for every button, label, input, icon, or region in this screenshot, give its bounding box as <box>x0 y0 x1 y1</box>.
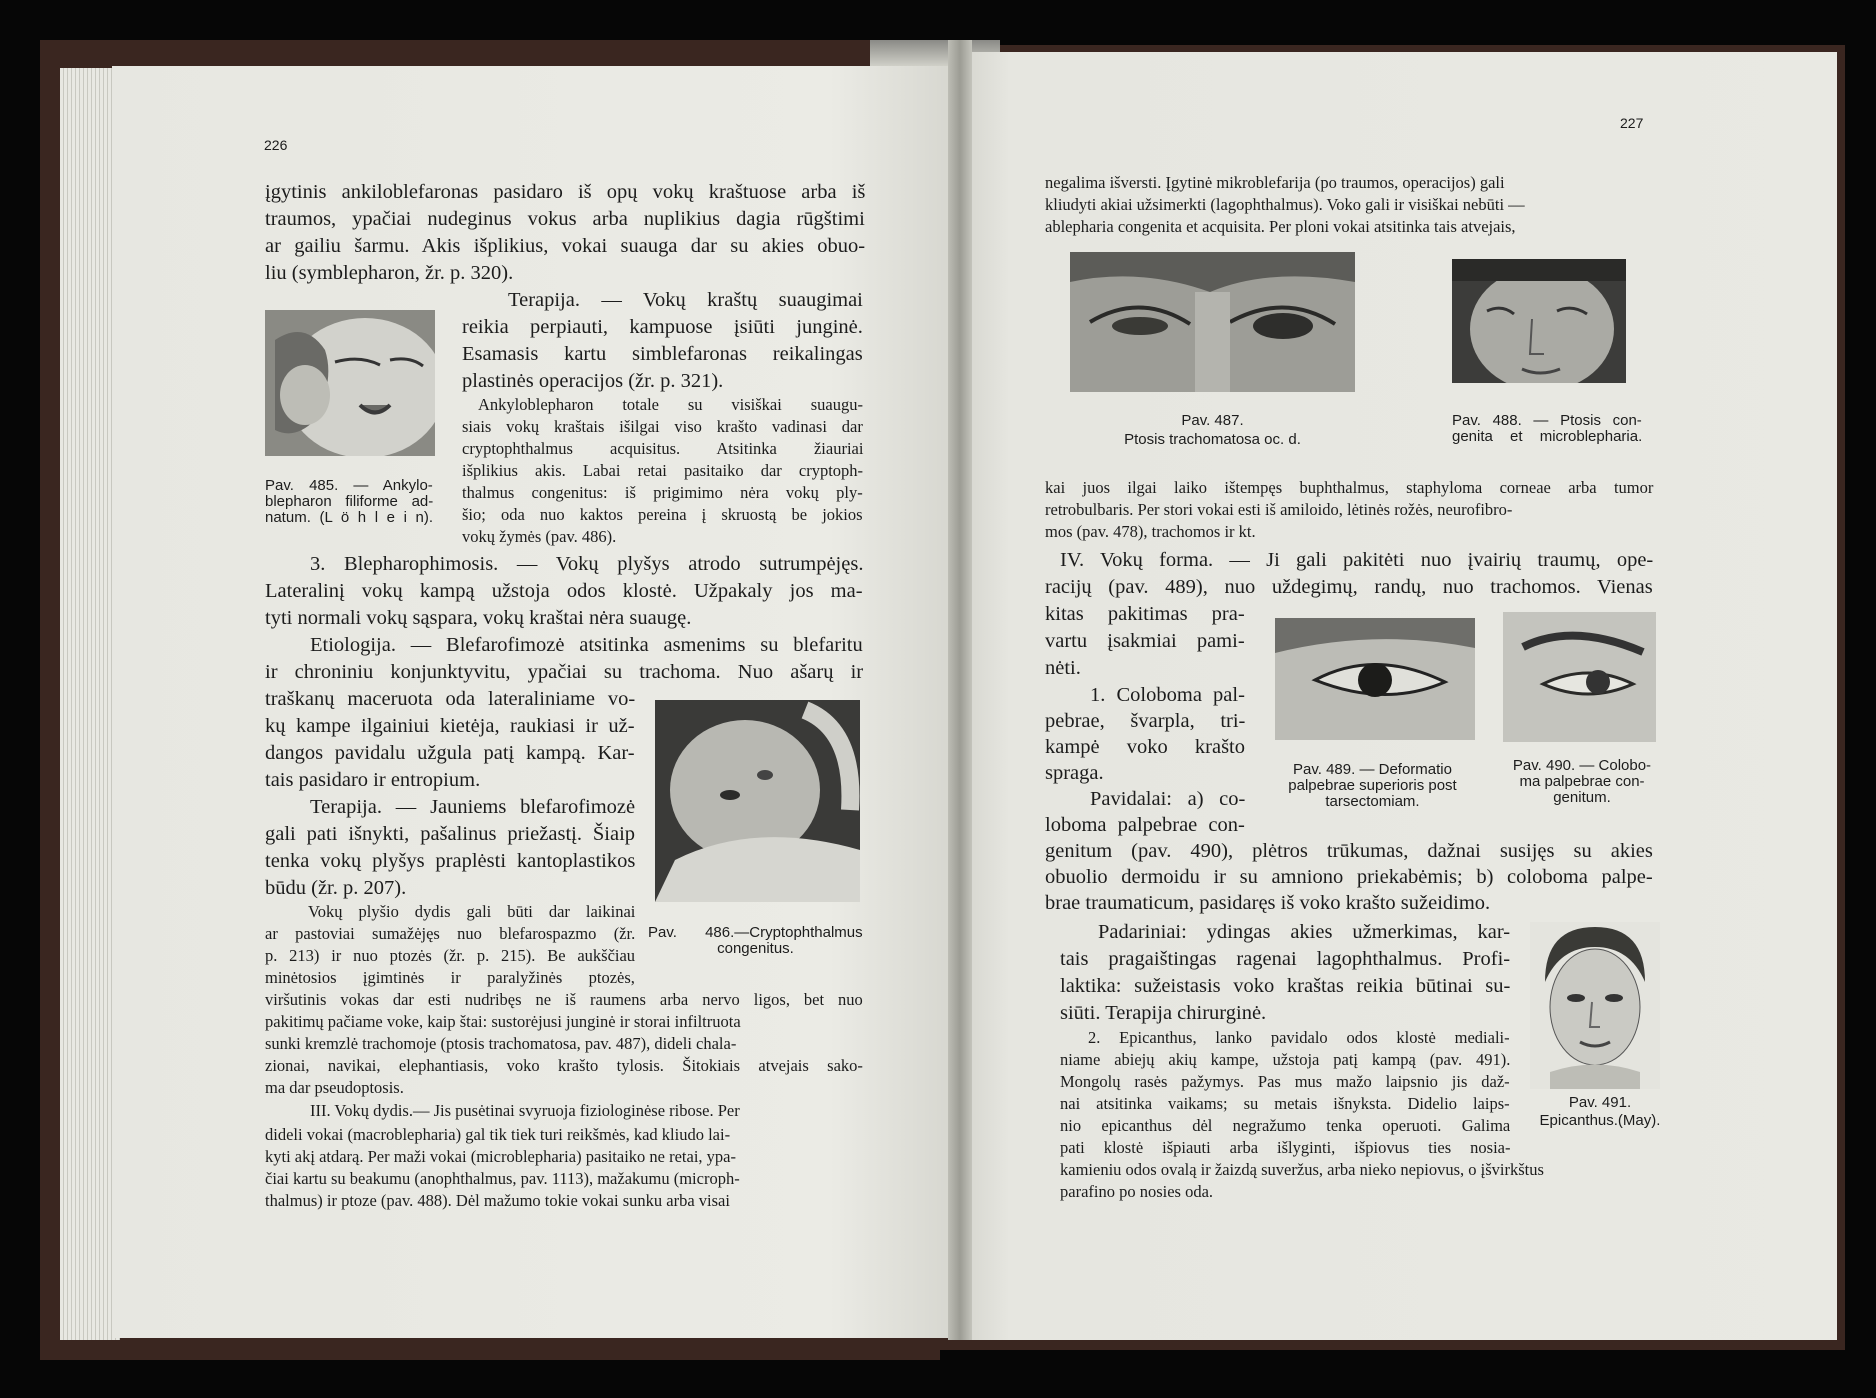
text-line: brae traumaticum, pasidaręs iš voko krašto sužeidimo. <box>1045 892 1491 914</box>
text-line: dangos pavidalu užgula patį kampą. Kar- <box>265 742 635 764</box>
figure-caption-line: blepharon filiforme ad- <box>265 493 434 510</box>
text-line: vartu įsakmiai pami- <box>1045 630 1245 652</box>
figure-caption-line: Pav. 488. — Ptosis con- <box>1452 412 1642 429</box>
text-line: šio; oda nuo kaktos pereina į skruostą be jokios <box>462 505 863 524</box>
text-line: kamieniu odos ovalą ir žaizdą suveržus, arba nieko nepiovus, o įšvirkštus <box>1060 1160 1544 1179</box>
figure-485-photo <box>265 310 435 456</box>
text-line: spraga. <box>1045 762 1104 784</box>
figure-caption-line: Pav. 490. — Colobo- <box>1512 757 1652 774</box>
text-line: retrobulbaris. Per stori vokai esti iš amiloido, lėtinės rožės, neurofibro- <box>1045 500 1513 519</box>
text-line: čiai kartu su beakumu (anophthalmus, pav. 1113), mažakumu (microph- <box>265 1169 740 1188</box>
text-line: sunki kremzlė trachomoje (ptosis trachomatosa, pav. 487), dideli chala- <box>265 1034 737 1053</box>
text-line: Esamasis kartu simblefaronas reikalingas <box>462 343 863 365</box>
text-line: kitas pakitimas pra- <box>1045 603 1245 625</box>
text-line: plastinės operacijos (žr. p. 321). <box>462 370 724 392</box>
figure-caption-line: natum. (L ö h l e i n). <box>265 509 434 526</box>
figure-caption-line: ma palpebrae con- <box>1519 773 1645 790</box>
text-line: ablepharia congenita et acquisita. Per ploni vokai atsitinka tais atvejais, <box>1045 217 1516 236</box>
text-line: nai atsitinka vaikams; su metais išnyksta. Didelio laips- <box>1060 1094 1510 1113</box>
figure-caption-line: Pav. 491. <box>1568 1094 1632 1111</box>
text-line: vokų žymės (pav. 486). <box>462 527 617 546</box>
text-line: viršutinis vokas dar esti nudribęs ne iš raumens arba nervo ligos, bet nuo <box>265 990 863 1009</box>
text-line: tenka vokų plyšys praplėsti kantoplastikos <box>265 850 636 872</box>
text-line: Ankyloblepharon totale su visiškai suaugu- <box>478 395 863 414</box>
text-line: dideli vokai (macroblepharia) gal tik tiek turi reikšmės, kad kliudo lai- <box>265 1125 731 1144</box>
figure-489-photo <box>1275 618 1475 740</box>
page-edges <box>60 68 120 1340</box>
text-line: Terapija. — Vokų kraštų suaugimai <box>508 289 863 311</box>
text-line: kyti akį atdarą. Per maži vokai (microblepharia) pasitaiko ne retai, ypa- <box>265 1147 736 1166</box>
text-line: p. 213) ir nuo ptozės (žr. p. 215). Be aukščiau <box>265 946 636 965</box>
text-line: racijų (pav. 489), nuo uždegimų, randų, nuo trachomos. Vienas <box>1045 576 1653 598</box>
figure-caption-line: genitum. <box>1553 789 1611 806</box>
figure-caption-line: Pav. 487. <box>1181 412 1244 429</box>
text-line: būdu (žr. p. 207). <box>265 877 407 899</box>
text-line: Pavidalai: a) co- <box>1090 788 1246 810</box>
figure-caption-line: genita et microblepharia. <box>1452 428 1643 445</box>
book-spine <box>948 40 972 1340</box>
figure-487-photo <box>1070 252 1355 392</box>
right-page-number: 227 <box>1620 115 1644 131</box>
text-line: III. Vokų dydis.— Jis pusėtinai svyruoja fiziologinėse ribose. Per <box>310 1101 740 1120</box>
figure-488-photo <box>1452 259 1626 383</box>
text-line: pebrae, švarpla, tri- <box>1045 710 1246 732</box>
text-line: įgytinis ankiloblefaronas pasidaro iš opų vokų kraštuose arba iš <box>265 181 866 203</box>
figure-486-photo <box>655 700 860 902</box>
figure-caption-line: tarsectomiam. <box>1325 793 1420 810</box>
figure-caption-line: Epicanthus.(May). <box>1539 1112 1661 1129</box>
text-line: 2. Epicanthus, lanko pavidalo odos klostė mediali- <box>1088 1028 1510 1047</box>
text-line: negalima išversti. Įgytinė mikroblefarija (po traumos, operacijos) gali <box>1045 173 1505 192</box>
figure-caption-line: palpebrae superioris post <box>1288 777 1457 794</box>
text-line: traškanų maceruota oda lateraliniame vo- <box>265 688 636 710</box>
text-line: reikia perpiauti, kampuose įsiūti junginė. <box>462 316 863 338</box>
text-line: Vokų plyšio dydis gali būti dar laikinai <box>308 902 636 921</box>
text-line: kliudyti akiai užsimerkti (lagophthalmus). Voko gali ir visiškai nebūti — <box>1045 195 1525 214</box>
text-line: zionai, navikai, elephantiasis, voko krašto tylosis. Šitokiais atvejais sako- <box>265 1056 863 1075</box>
text-line: thalmus congenitus: iš prigimimo nėra vokų ply- <box>462 483 863 502</box>
text-line: nėti. <box>1045 657 1081 679</box>
text-line: Padariniai: ydingas akies užmerkimas, kar- <box>1098 921 1511 943</box>
text-line: kai juos ilgai laiko ištempęs buphthalmus, staphyloma corneae arba tumor <box>1045 478 1654 497</box>
text-line: ma dar pseudoptosis. <box>265 1078 404 1097</box>
text-line: IV. Vokų forma. — Ji gali pakitėti nuo įvairių traumų, ope- <box>1060 549 1654 571</box>
text-line: kų kampe ilgainiui kietėja, raukiasi ir už- <box>265 715 635 737</box>
text-line: loboma palpebrae con- <box>1045 814 1245 836</box>
text-line: nio epicanthus dėl negražumo tenka operuoti. Galima <box>1060 1116 1511 1135</box>
text-line: ar pastoviai sumažėjęs nuo blefarospazmo (žr. <box>265 924 636 943</box>
text-line: Etiologija. — Blefarofimozė atsitinka asmenims su blefaritu <box>310 634 863 656</box>
figure-caption-line: Pav. 489. — Deformatio <box>1293 761 1452 778</box>
text-line: liu (symblepharon, žr. p. 320). <box>265 262 514 284</box>
figure-caption-line: Ptosis trachomatosa oc. d. <box>1124 431 1301 448</box>
text-line: Terapija. — Jauniems blefarofimozė <box>310 796 636 818</box>
figure-490-photo <box>1503 612 1656 742</box>
text-line: siais vokų kraštais išilgai viso krašto vadinasi dar <box>462 417 863 436</box>
text-line: genitum (pav. 490), plėtros trūkumas, dažnai susijęs su akies <box>1045 840 1653 862</box>
figure-caption-line: Pav. 486.—Cryptophthalmus <box>648 924 863 941</box>
text-line: parafino po nosies oda. <box>1060 1182 1214 1201</box>
text-line: niame abiejų akių kampe, užstoja patį kampą (pav. 491). <box>1060 1050 1511 1069</box>
text-line: mos (pav. 478), trachomos ir kt. <box>1045 522 1256 541</box>
left-page-number: 226 <box>264 137 288 153</box>
text-line: kampė voko krašto <box>1045 736 1245 758</box>
figure-caption-line: congenitus. <box>717 940 794 957</box>
text-line: 3. Blepharophimosis. — Vokų plyšys atrodo sutrumpėjęs. <box>310 553 864 575</box>
text-line: Lateralinį vokų kampą užstoja odos klostė. Užpakaly jos ma- <box>265 580 863 602</box>
text-line: pati klostė išpiauti arba išlyginti, išpiovus ties nosia- <box>1060 1138 1511 1157</box>
text-line: tais pasidaro ir entropium. <box>265 769 481 791</box>
text-line: tyti normali vokų sąspara, vokų kraštai nėra suaugę. <box>265 607 692 629</box>
text-line: ar gailiu šarmu. Akis išplikius, vokai suauga dar su akies obuo- <box>265 235 866 257</box>
text-line: thalmus) ir ptoze (pav. 488). Dėl mažumo tokie vokai sunku arba visai <box>265 1191 730 1210</box>
text-line: minėtosios įgimtinės ir paralyžinės ptozės, <box>265 968 635 987</box>
figure-491-photo <box>1530 922 1660 1089</box>
text-line: pakitimų pačiame voke, kaip štai: sustorėjusi junginė ir storai infiltruota <box>265 1012 741 1031</box>
text-line: cryptophthalmus acquisitus. Atsitinka žiauriai <box>462 439 864 458</box>
text-line: Mongolų rasės pažymys. Pas mus mažo laipsnio jis daž- <box>1060 1072 1510 1091</box>
text-line: obuolio dermoidu ir su amniono priekabėmis; b) coloboma palpe- <box>1045 866 1653 888</box>
text-line: tais pragaištingas ragenai lagophthalmus. Profi- <box>1060 948 1511 970</box>
figure-caption-line: Pav. 485. — Ankylo- <box>265 477 433 494</box>
text-line: ir chroniniu konjunktyvitu, ypačiai su trachoma. Nuo ašarų ir <box>265 661 864 683</box>
text-line: siūti. Terapija chirurginė. <box>1060 1002 1267 1024</box>
text-line: 1. Coloboma pal- <box>1090 684 1245 706</box>
text-line: išplikius akis. Labai retai pasitaiko dar cryptoph- <box>462 461 864 480</box>
text-line: gali pati išnykti, pašalinus priežastį. Šiaip <box>265 823 636 845</box>
text-line: traumos, ypačiai nudeginus vokus arba nuplikius dagia rūgštimi <box>265 208 865 230</box>
text-line: laktika: sužeistasis voko kraštas reikia būtinai su- <box>1060 975 1511 997</box>
